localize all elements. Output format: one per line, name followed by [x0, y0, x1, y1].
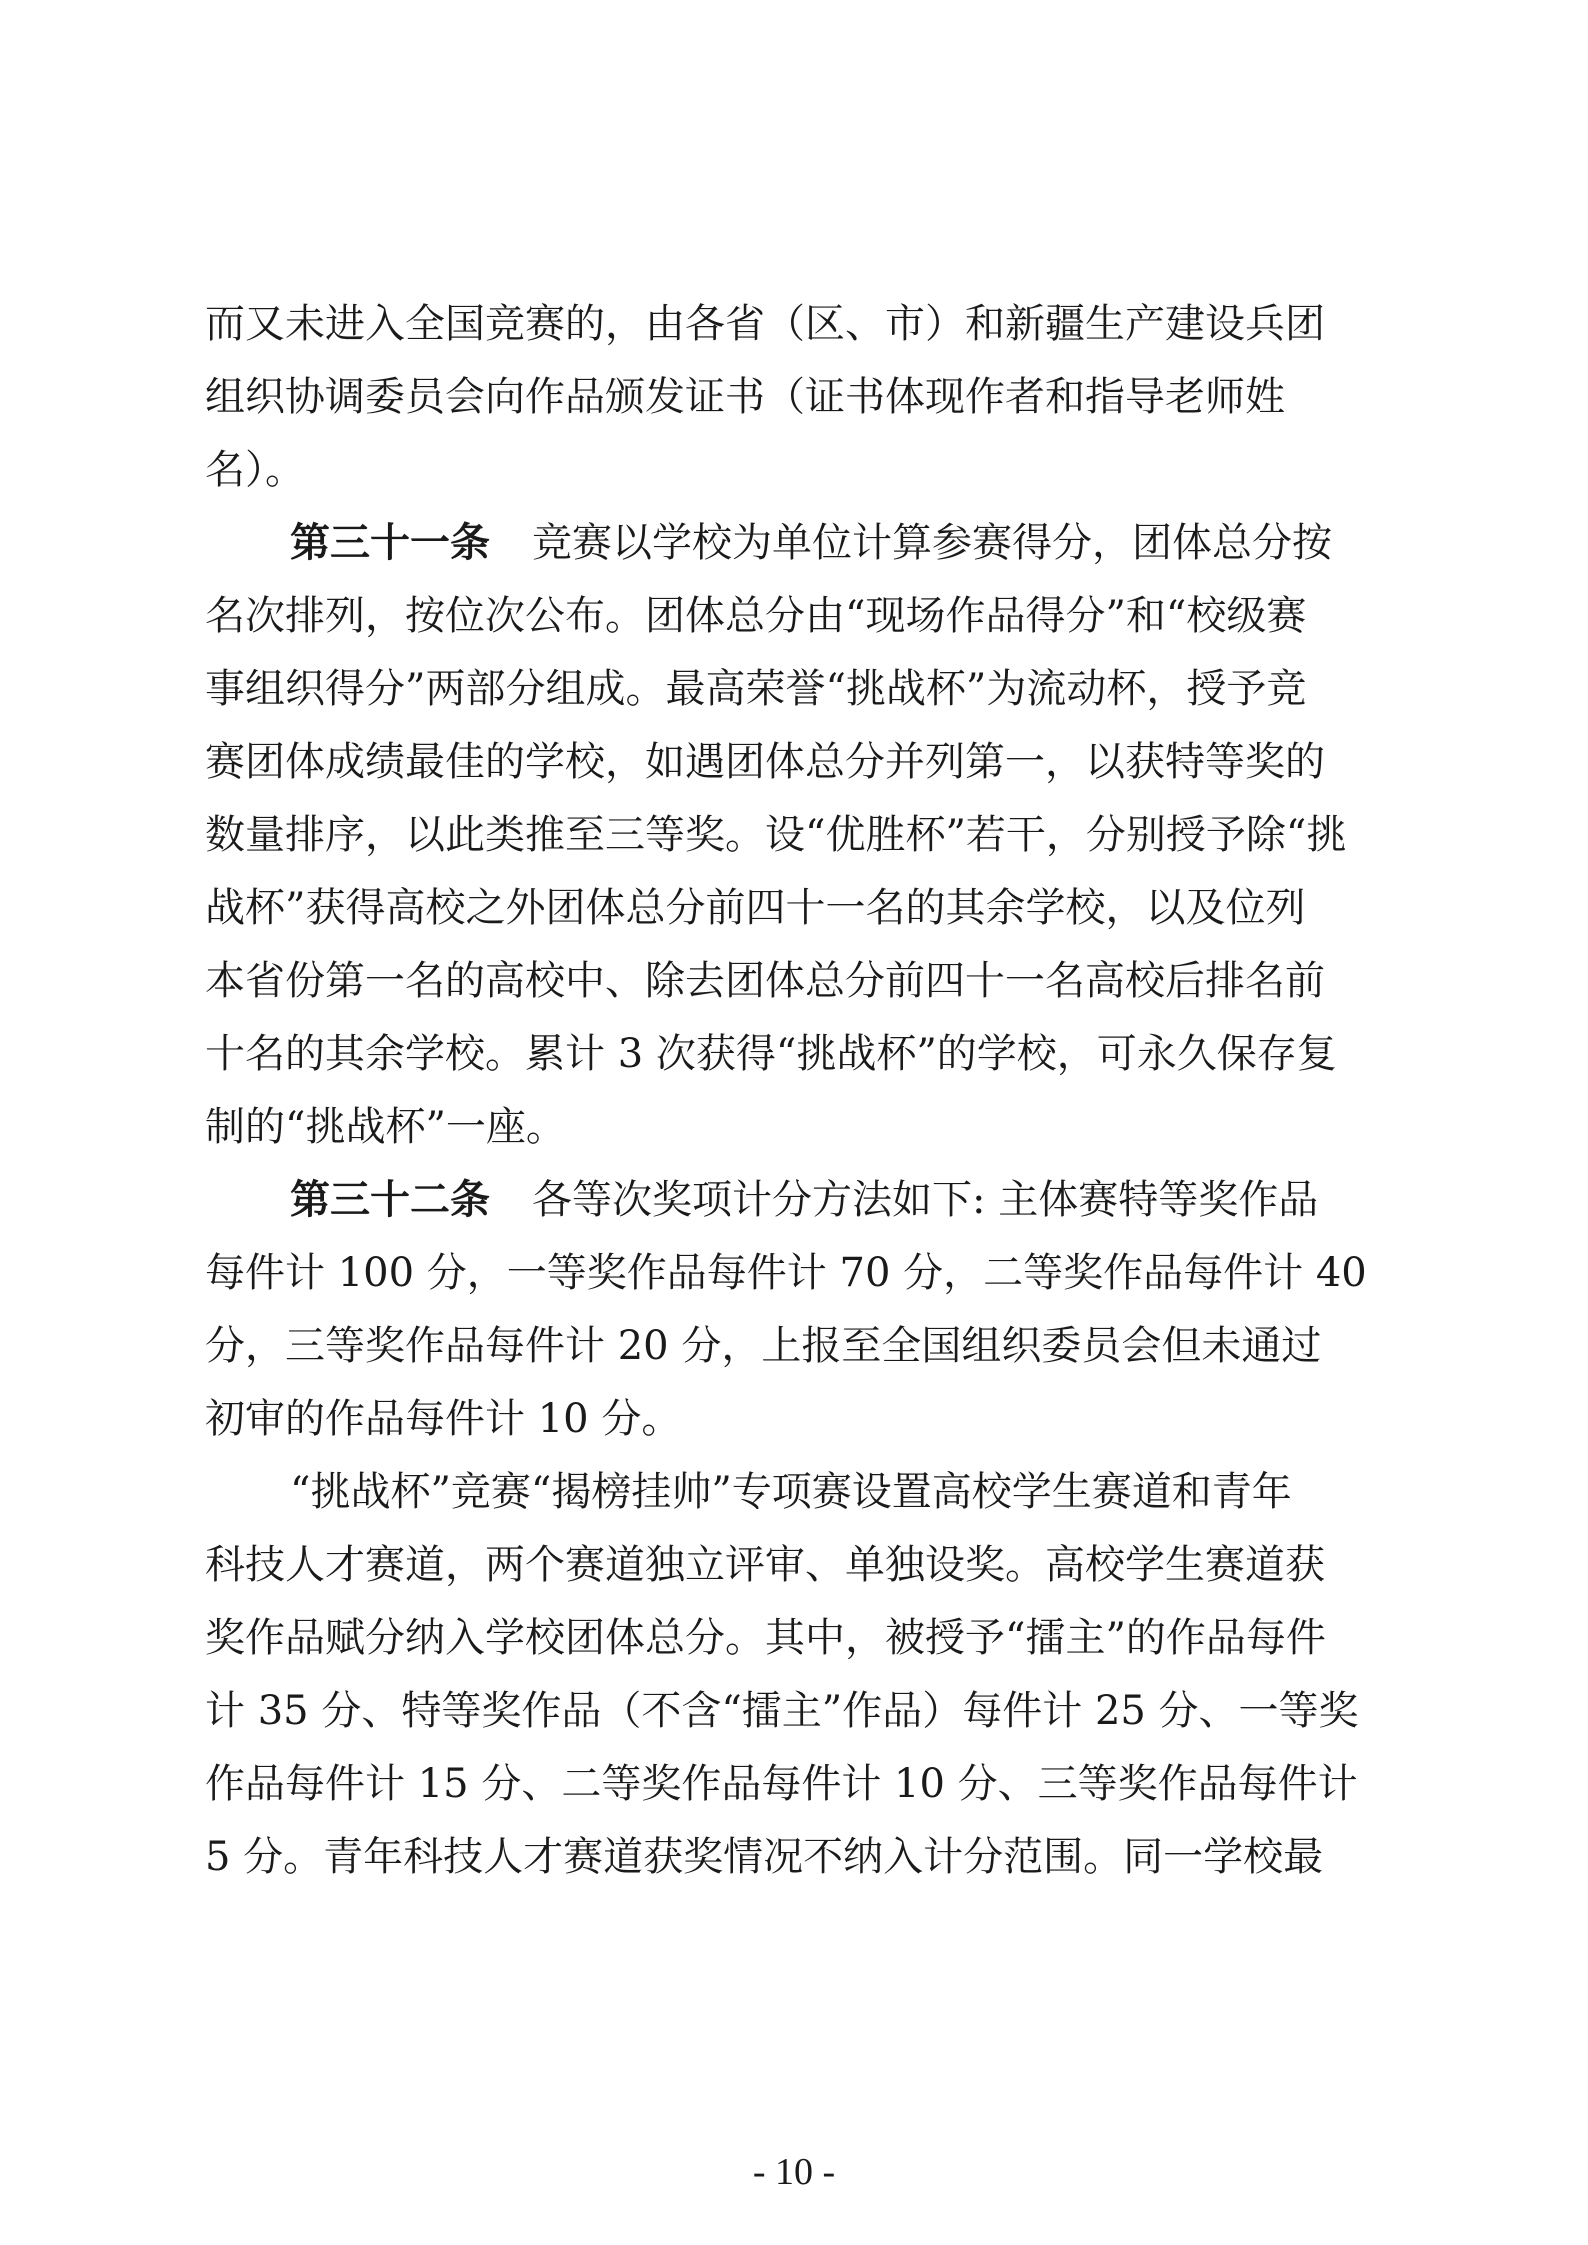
text-line-content: 十名的其余学校。累计 3 次获得“挑战杯”的学校，可永久保存复	[205, 1031, 1337, 1077]
document-body	[205, 288, 1385, 1894]
text-line-content: “挑战杯”竞赛“揭榜挂帅”专项赛设置高校学生赛道和青年	[290, 1469, 1292, 1515]
text-line-content: 竞赛以学校为单位计算参赛得分，团体总分按	[532, 520, 1332, 566]
text-line-content: 组织协调委员会向作品颁发证书（证书体现作者和指导老师姓	[205, 374, 1285, 420]
text-line-content: 事组织得分”两部分组成。最高荣誉“挑战杯”为流动杯，授予竞	[205, 666, 1307, 712]
text-line-content: 每件计 100 分，一等奖作品每件计 70 分，二等奖作品每件计 40	[205, 1250, 1367, 1296]
text-line-content: 名次排列，按位次公布。团体总分由“现场作品得分”和“校级赛	[205, 593, 1307, 639]
text-line-content: 制的“挑战杯”一座。	[205, 1104, 566, 1150]
text-line	[205, 799, 1385, 872]
text-line	[205, 1821, 1385, 1894]
text-line-content: 而又未进入全国竞赛的，由各省（区、市）和新疆生产建设兵团	[205, 301, 1325, 347]
text-line	[205, 434, 1385, 507]
text-line	[205, 653, 1385, 726]
text-line-content: 初审的作品每件计 10 分。	[205, 1396, 682, 1442]
page-number: - 10 -	[752, 2151, 836, 2193]
text-line-content: 作品每件计 15 分、二等奖作品每件计 10 分、三等奖作品每件计	[205, 1761, 1358, 1807]
text-line	[205, 1310, 1385, 1383]
text-line	[205, 1748, 1385, 1821]
text-line	[205, 1456, 1385, 1529]
text-line-content: 赛团体成绩最佳的学校，如遇团体总分并列第一，以获特等奖的	[205, 739, 1325, 785]
text-line-content: 奖作品赋分纳入学校团体总分。其中，被授予“擂主”的作品每件	[205, 1615, 1326, 1661]
text-line	[205, 945, 1385, 1018]
article-31-title: 第三十一条	[290, 520, 490, 566]
text-line-content: 数量排序，以此类推至三等奖。设“优胜杯”若干，分别授予除“挑	[205, 812, 1347, 858]
text-line	[205, 1018, 1385, 1091]
text-line-content: 战杯”获得高校之外团体总分前四十一名的其余学校，以及位列	[205, 885, 1306, 931]
text-line-content: 各等次奖项计分方法如下: 主体赛特等奖作品	[532, 1177, 1319, 1223]
text-line	[205, 1091, 1385, 1164]
text-line	[205, 1383, 1385, 1456]
text-line	[205, 1529, 1385, 1602]
text-line	[205, 1164, 1385, 1237]
text-line	[205, 726, 1385, 799]
text-line	[205, 507, 1385, 580]
text-line	[205, 1237, 1385, 1310]
text-line-content: 名）。	[205, 447, 305, 493]
article-32-title: 第三十二条	[290, 1177, 490, 1223]
text-line	[205, 288, 1385, 361]
text-line-content: 分，三等奖作品每件计 20 分，上报至全国组织委员会但未通过	[205, 1323, 1322, 1369]
text-line	[205, 1602, 1385, 1675]
text-line	[205, 872, 1385, 945]
text-line-content: 计 35 分、特等奖作品（不含“擂主”作品）每件计 25 分、一等奖	[205, 1688, 1359, 1734]
text-line	[205, 580, 1385, 653]
text-line-content: 本省份第一名的高校中、除去团体总分前四十一名高校后排名前	[205, 958, 1325, 1004]
text-line-content: 科技人才赛道，两个赛道独立评审、单独设奖。高校学生赛道获	[205, 1542, 1325, 1588]
text-line-content: 5 分。青年科技人才赛道获奖情况不纳入计分范围。同一学校最	[205, 1834, 1324, 1880]
text-line	[205, 361, 1385, 434]
text-line	[205, 1675, 1385, 1748]
